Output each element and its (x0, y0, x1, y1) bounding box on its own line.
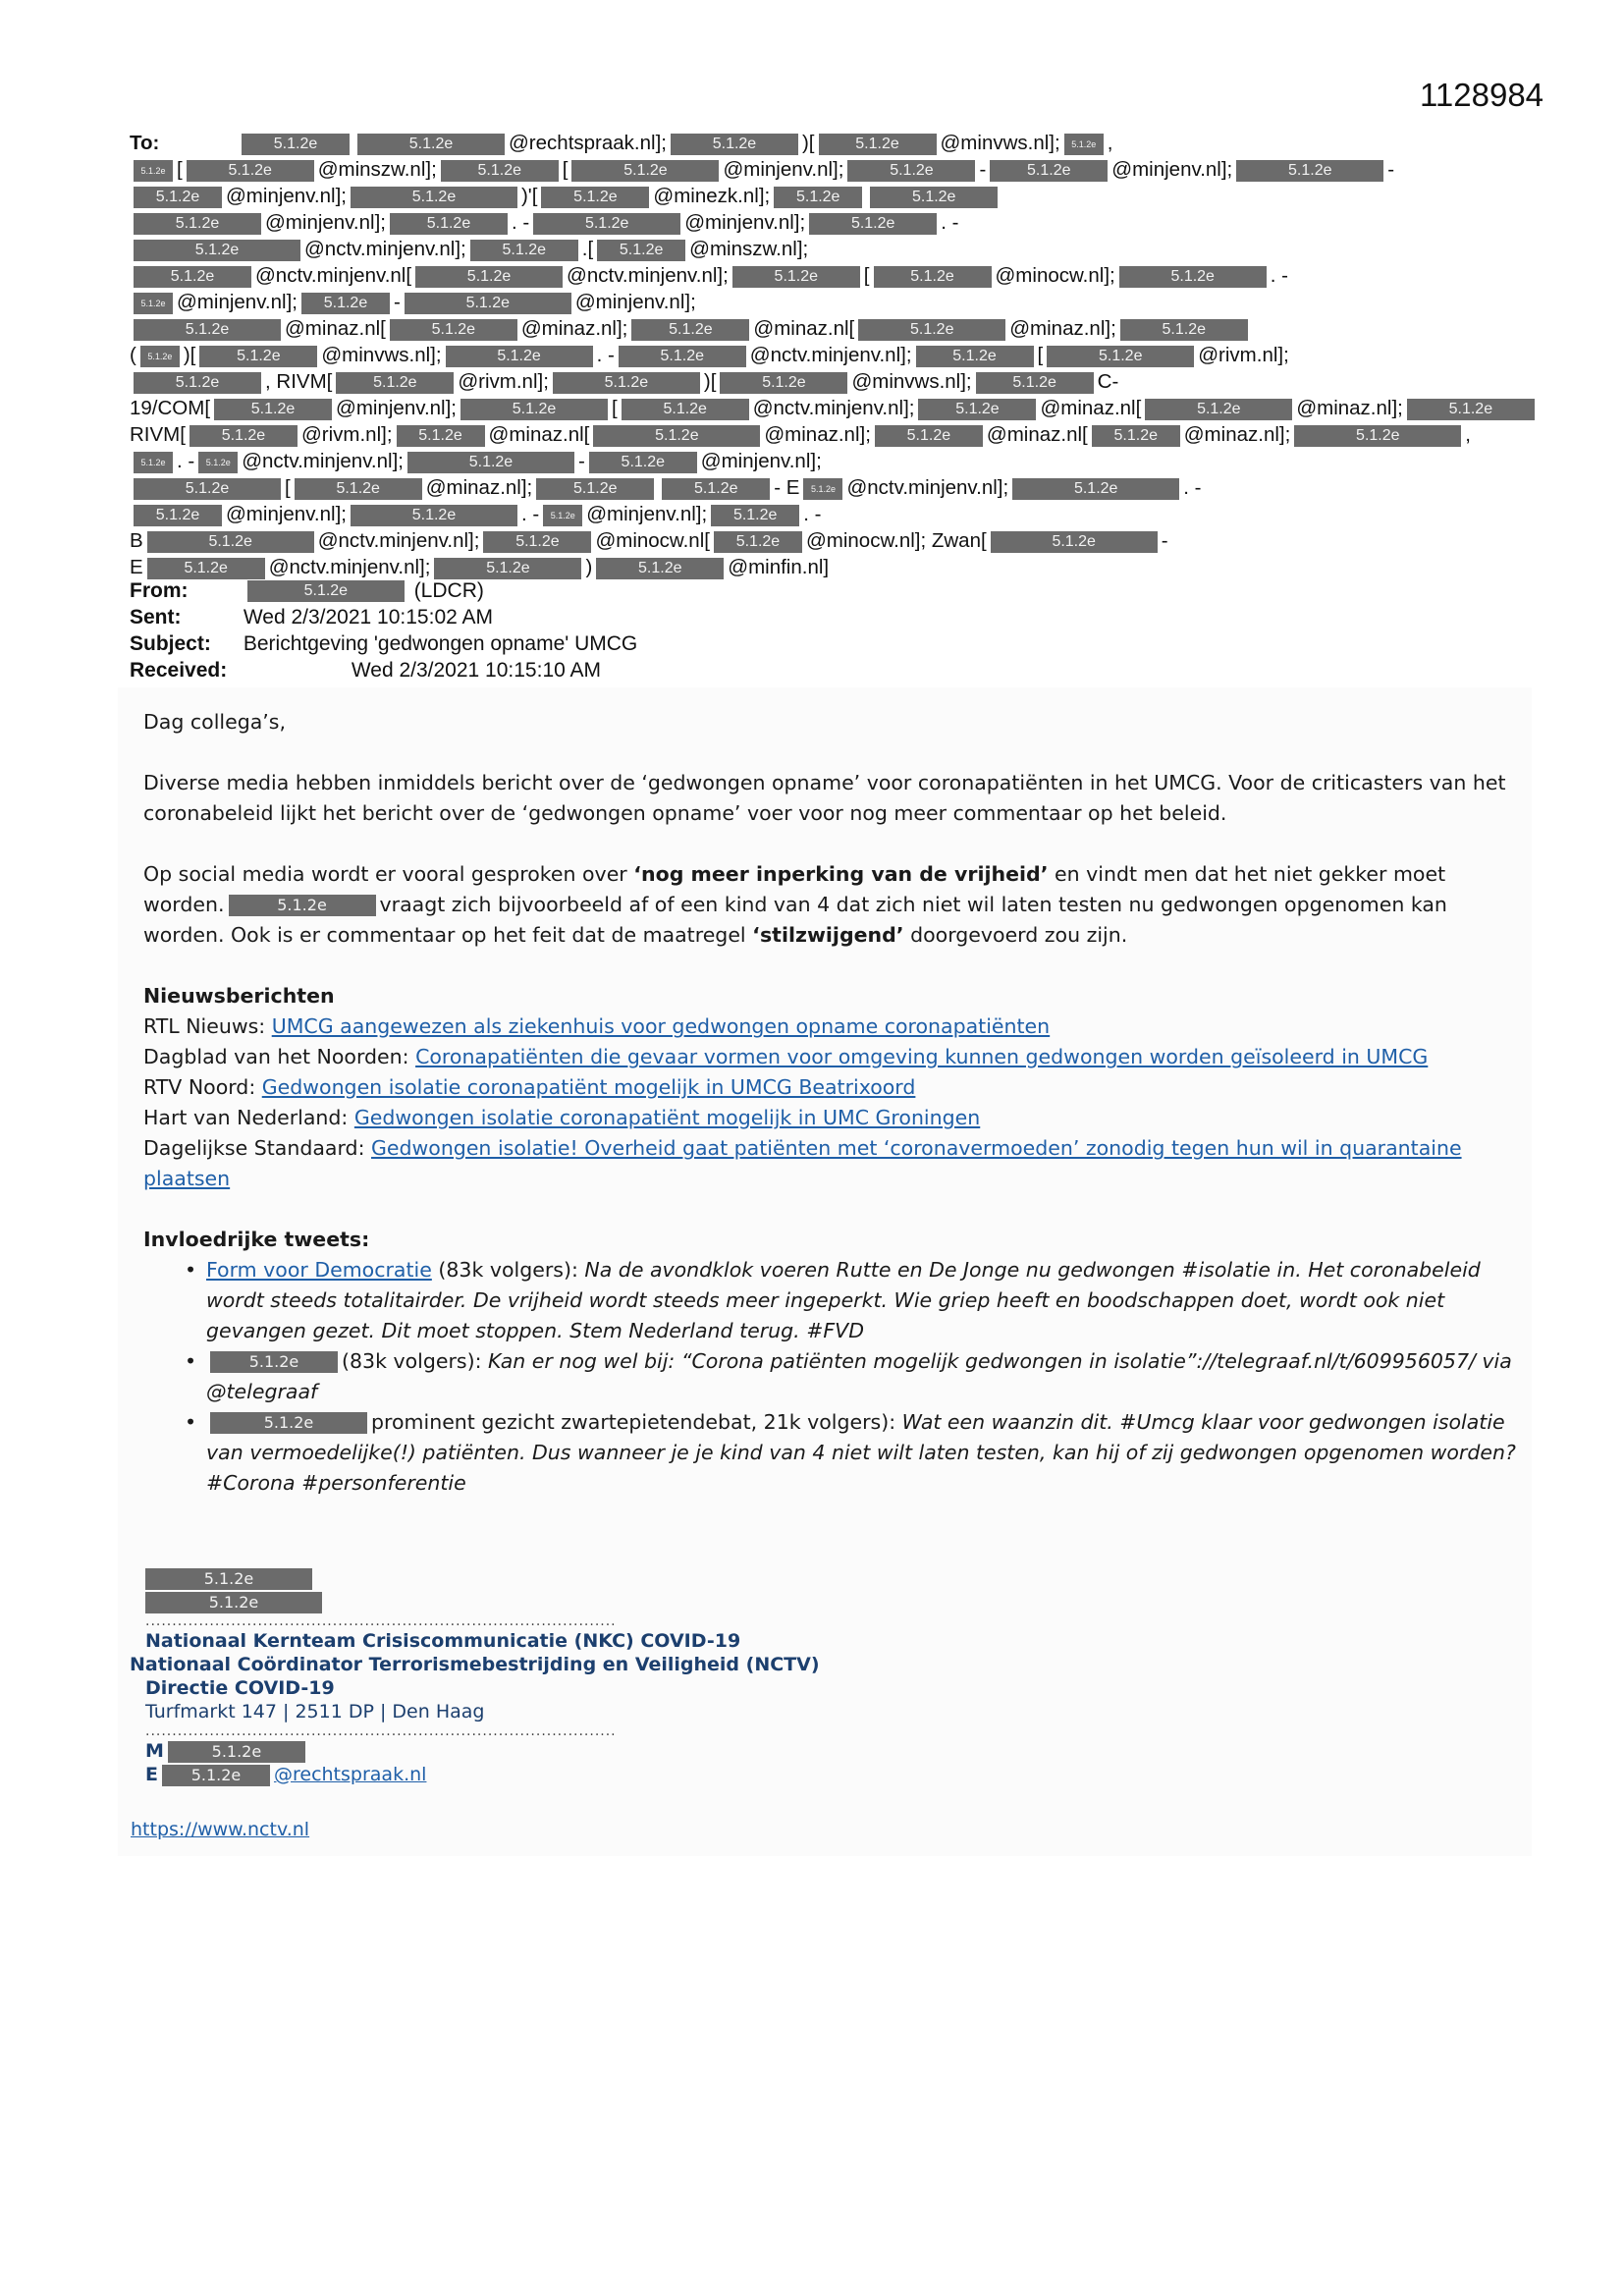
tweets-heading: Invloedrijke tweets: (143, 1228, 370, 1251)
email-meta (130, 577, 637, 683)
recipient-text: @minfin.nl] (728, 556, 830, 578)
redaction-box: 5.1.2e (991, 531, 1158, 553)
recipient-text: @minvws.nl]; (940, 132, 1060, 154)
recipient-line (130, 421, 1504, 448)
redaction-box: 5.1.2e (596, 558, 724, 579)
recipient-text: @minaz.nl]; (1183, 423, 1291, 446)
redaction-box: 5.1.2e (351, 505, 517, 526)
signature-line-2: Nationaal Coördinator Terrorismebestrijding en Veiligheid (NCTV) (130, 1654, 820, 1675)
signature-line-1: Nationaal Kernteam Crisiscommunicatie (NKC) COVID-19 (145, 1630, 741, 1652)
recipient-text: 19/COM[ (130, 397, 211, 419)
redaction-box: 5.1.2e (434, 558, 581, 579)
redaction-box: 5.1.2e (976, 372, 1094, 394)
document-number: 1128984 (1420, 77, 1544, 113)
redaction-box: 5.1.2e (819, 134, 937, 155)
redaction-box: 5.1.2e (199, 346, 317, 367)
recipient-text: @minocw.nl]; Zwan[ (805, 529, 987, 552)
recipient-text: @minszw.nl]; (689, 238, 809, 260)
para2-text-d: doorgevoerd zou zijn. (910, 923, 1128, 947)
signature-line-3: Directie COVID-19 (145, 1677, 335, 1699)
redaction-box: 5.1.2e (415, 266, 563, 288)
recipient-text: @nctv.minjenv.nl]; (749, 344, 912, 366)
recipient-line (130, 130, 1504, 156)
news-item (143, 1103, 1518, 1133)
recipient-text: @minvws.nl]; (851, 370, 972, 393)
mobile-row (145, 1739, 820, 1763)
recipients-header (130, 130, 1504, 580)
tweet-meta: prominent gezicht zwartepietendebat, 21k volgers): (371, 1410, 896, 1434)
recipient-text: - (1161, 529, 1168, 552)
redaction-box: 5.1.2e (1012, 478, 1179, 500)
recipient-text: @rivm.nl]; (300, 423, 393, 446)
recipient-text: @minaz.nl[ (1040, 397, 1142, 419)
received-label: Received: (130, 659, 228, 682)
recipient-line (130, 209, 1504, 236)
recipient-text: . - (596, 344, 615, 366)
recipient-text: @minjenv.nl]; (723, 158, 844, 181)
recipient-text: @minjenv.nl]; (700, 450, 822, 472)
redaction-box: 5.1.2e (553, 372, 700, 394)
redaction-box: 5.1.2e (407, 452, 574, 473)
news-source: RTV Noord: (143, 1075, 262, 1099)
recipient-text: - (393, 291, 401, 313)
recipient-text: @minjenv.nl]; (1111, 158, 1233, 181)
recipient-text: RIVM[ (130, 423, 186, 446)
recipient-line (130, 368, 1504, 395)
redaction-box: 5.1.2e (295, 478, 422, 500)
redaction-box: 5.1.2e (916, 346, 1034, 367)
dotted-divider: ........................................................................................ (145, 1613, 617, 1629)
email-label: E (145, 1764, 158, 1785)
recipient-text: @minvws.nl]; (321, 344, 442, 366)
redaction-box: 5.1.2e (405, 293, 571, 314)
recipient-text: , (1107, 132, 1113, 154)
tweet-text: Kan er nog wel bij: “Corona patiënten mogelijk gedwongen in isolatie”://telegraaf.nl/t/609956057/ via @telegraaf (206, 1349, 1512, 1403)
news-item (143, 1133, 1518, 1194)
redaction-box: 5.1.2e (247, 580, 405, 602)
recipient-text: @nctv.minjenv.nl]; (846, 476, 1009, 499)
redaction-box: 5.1.2e (134, 478, 281, 500)
sent-label: Sent: (130, 606, 182, 629)
redaction-box: 5.1.2e (145, 1568, 312, 1590)
news-source: Hart van Nederland: (143, 1106, 354, 1129)
to-recipient-list (130, 130, 1504, 580)
tweet-meta: (83k volgers): (438, 1258, 578, 1282)
recipient-text: @minaz.nl[ (488, 423, 590, 446)
news-link[interactable]: Gedwongen isolatie! Overheid gaat patiënten met ‘coronavermoeden’ zonodig tegen hun wil in quarantaine plaatsen (143, 1136, 1462, 1190)
recipient-text: @minaz.nl]; (1009, 317, 1116, 340)
news-link[interactable]: Coronapatiënten die gevaar vormen voor omgeving kunnen gedwongen worden geïsoleerd in UMCG (415, 1045, 1429, 1068)
mobile-label: M (145, 1740, 164, 1762)
recipient-text: - (577, 450, 585, 472)
tweets-list (143, 1255, 1518, 1499)
redaction-box: 5.1.2e (809, 213, 937, 235)
redaction-box: 5.1.2e (803, 478, 842, 500)
redaction-box: 5.1.2e (662, 478, 770, 500)
recipient-text: . - (1270, 264, 1288, 287)
recipient-line (130, 474, 1504, 501)
tweet-item (206, 1407, 1518, 1499)
recipient-line (130, 527, 1504, 554)
recipient-text: . - (941, 211, 959, 234)
recipient-text: - (1387, 158, 1395, 181)
redaction-box: 5.1.2e (671, 134, 798, 155)
recipient-text: , (1465, 423, 1471, 446)
sent-value: Wed 2/3/2021 10:15:02 AM (243, 606, 493, 629)
redaction-box: 5.1.2e (732, 266, 860, 288)
para2-bold-1: ‘nog meer inperking van de vrijheid’ (633, 862, 1049, 886)
redaction-box: 5.1.2e (147, 531, 314, 553)
nctv-website-link[interactable]: https://www.nctv.nl (131, 1819, 310, 1840)
redaction-box: 5.1.2e (631, 319, 749, 341)
recipient-text: [ (612, 397, 618, 419)
recipient-text: [ (562, 158, 568, 181)
news-link[interactable]: Gedwongen isolatie coronapatiënt mogelijk in UMCG Beatrixoord (261, 1075, 916, 1099)
redaction-box: 5.1.2e (571, 160, 719, 182)
recipient-text: [ (177, 158, 183, 181)
signature-block (130, 1566, 820, 1786)
redaction-box: 5.1.2e (483, 531, 591, 553)
redaction-box: 5.1.2e (351, 187, 517, 208)
recipient-text: . - (1183, 476, 1202, 499)
recipient-text: - (979, 158, 987, 181)
recipient-text: C- (1097, 370, 1119, 393)
greeting: Dag collega’s, (143, 710, 286, 734)
redaction-box: 5.1.2e (1236, 160, 1383, 182)
tweet-item (206, 1255, 1518, 1346)
redaction-box: 5.1.2e (242, 134, 350, 155)
recipient-line (130, 395, 1504, 421)
redaction-box: 5.1.2e (1145, 399, 1292, 420)
recipient-text: @minjenv.nl]; (226, 185, 347, 207)
redaction-box: 5.1.2e (1064, 134, 1104, 155)
recipient-text: @rechtspraak.nl]; (509, 132, 667, 154)
redaction-box: 5.1.2e (589, 452, 697, 473)
recipient-text: [ (1037, 344, 1044, 366)
recipient-text: @minaz.nl]; (764, 423, 871, 446)
email-row (145, 1763, 820, 1786)
news-source: Dagelijkse Standaard: (143, 1136, 371, 1160)
recipient-line (130, 342, 1504, 368)
recipient-text: .[ (581, 238, 594, 260)
recipient-text: @minjenv.nl]; (265, 211, 386, 234)
recipient-text: @nctv.minjenv.nl]; (567, 264, 729, 287)
redaction-box: 5.1.2e (134, 240, 300, 261)
recipient-line (130, 448, 1504, 474)
recipient-text: @minezk.nl]; (653, 185, 771, 207)
recipient-text: @rivm.nl]; (1198, 344, 1289, 366)
recipient-line (130, 501, 1504, 527)
redaction-box: 5.1.2e (918, 399, 1036, 420)
redaction-box: 5.1.2e (187, 160, 314, 182)
tweet-author-link[interactable]: Form voor Democratie (206, 1258, 432, 1282)
redaction-box: 5.1.2e (774, 187, 862, 208)
recipient-line (130, 156, 1504, 183)
redaction-box: 5.1.2e (720, 372, 847, 394)
recipient-text: @minaz.nl]; (1296, 397, 1403, 419)
redaction-box: 5.1.2e (134, 319, 281, 341)
redaction-box: 5.1.2e (593, 425, 760, 447)
recipient-text: @minjenv.nl]; (684, 211, 806, 234)
redaction-box: 5.1.2e (541, 187, 649, 208)
news-list (143, 1011, 1518, 1194)
redaction-box: 5.1.2e (147, 558, 265, 579)
redaction-box: 5.1.2e (446, 346, 593, 367)
redaction-box: 5.1.2e (714, 531, 802, 553)
tweet-text: Wat een waanzin dit. #Umcg klaar voor gedwongen isolatie van vermoedelijke(!) patiënten. Dus wanneer je je kind van 4 niet wilt laten testen, kan hij of zij gedwongen opgenomen worden? #Corona #personferentie (206, 1410, 1516, 1495)
redaction-box: 5.1.2e (1092, 425, 1180, 447)
redaction-box: 5.1.2e (711, 505, 799, 526)
recipient-text: @minjenv.nl]; (226, 503, 347, 525)
recipient-line (130, 236, 1504, 262)
redaction-box: 5.1.2e (336, 372, 454, 394)
redaction-box: 5.1.2e (533, 213, 680, 235)
news-item (143, 1072, 1518, 1103)
email-link[interactable]: @rechtspraak.nl (273, 1764, 427, 1785)
subject-label: Subject: (130, 632, 211, 655)
redaction-box: 5.1.2e (134, 187, 222, 208)
recipient-text: @nctv.minjenv.nl[ (255, 264, 412, 287)
news-heading: Nieuwsberichten (143, 984, 335, 1008)
redaction-box: 5.1.2e (870, 187, 998, 208)
redaction-box: 5.1.2e (168, 1741, 305, 1763)
redaction-box: 5.1.2e (470, 240, 578, 261)
redaction-box: 5.1.2e (198, 452, 238, 473)
recipient-text: )[ (183, 344, 196, 366)
from-label: From: (130, 579, 189, 602)
redaction-box: 5.1.2e (214, 399, 332, 420)
redaction-box: 5.1.2e (874, 266, 992, 288)
para2-text-b: en vindt men dat het niet gekker moet worden. (143, 862, 1446, 916)
recipient-text: @minszw.nl]; (317, 158, 437, 181)
tweet-text: Na de avondklok voeren Rutte en De Jonge nu gedwongen #isolatie in. Het coronabeleid wordt steeds totalitairder. De vrijheid wordt steeds meer ingeperkt. Wie griep heeft en boodschappen doet, wordt ook niet gevangen gezet. Dit moet stoppen. Stem Nederland terug. #FVD (206, 1258, 1481, 1342)
news-source: Dagblad van het Noorden: (143, 1045, 416, 1068)
redaction-box: 5.1.2e (189, 425, 298, 447)
para2-text-a: Op social media wordt er vooral gesproken over (143, 862, 627, 886)
recipient-line (130, 183, 1504, 209)
recipient-text: @minaz.nl[ (285, 317, 386, 340)
news-link[interactable]: UMCG aangewezen als ziekenhuis voor gedwongen opname coronapatiënten (271, 1014, 1051, 1038)
paragraph-1: Diverse media hebben inmiddels bericht over de ‘gedwongen opname’ voor coronapatiënten in het UMCG. Voor de criticasters van het coronabeleid lijkt het bericht over de ‘gedwongen opname’ voer voor nog meer commentaar op het beleid. (143, 771, 1506, 825)
recipient-text: )'[ (520, 185, 538, 207)
recipient-text: , RIVM[ (265, 370, 333, 393)
news-item (143, 1042, 1518, 1072)
recipient-text: @minaz.nl[ (753, 317, 855, 340)
redaction-box: 5.1.2e (134, 452, 173, 473)
redaction-box: 5.1.2e (441, 160, 559, 182)
signature-address: Turfmarkt 147 | 2511 DP | Den Haag (145, 1701, 485, 1722)
recipient-text: @nctv.minjenv.nl]; (268, 556, 431, 578)
recipient-text: ( (130, 344, 136, 366)
redaction-box: 5.1.2e (536, 478, 654, 500)
redaction-box: 5.1.2e (134, 213, 261, 235)
recipient-text: . - (177, 450, 195, 472)
redaction-box: 5.1.2e (875, 425, 983, 447)
received-row (130, 657, 637, 683)
recipient-line (130, 289, 1504, 315)
recipient-text: @minjenv.nl]; (336, 397, 458, 419)
redaction-box: 5.1.2e (597, 240, 685, 261)
redaction-box: 5.1.2e (1047, 346, 1194, 367)
recipient-text: . - (803, 503, 822, 525)
recipient-text: . - (511, 211, 530, 234)
recipient-text: @minaz.nl[ (986, 423, 1088, 446)
redaction-box: 5.1.2e (619, 346, 746, 367)
redaction-box: 5.1.2e (858, 319, 1005, 341)
recipient-text: B (130, 529, 143, 552)
recipient-text: @nctv.minjenv.nl]; (242, 450, 404, 472)
para2-bold-2: ‘stilzwijgend’ (752, 923, 904, 947)
redaction-box: 5.1.2e (1120, 319, 1248, 341)
redaction-box: 5.1.2e (134, 160, 173, 182)
redaction-box: 5.1.2e (460, 399, 608, 420)
recipient-text: @minocw.nl]; (995, 264, 1115, 287)
recipient-text: @minaz.nl]; (520, 317, 628, 340)
para2-text-c: vraagt zich bijvoorbeeld af of een kind van 4 dat zich niet wil laten testen nu gedwongen opgenomen kan worden. Ook is er commentaar op het feit dat de maatregel (143, 893, 1447, 947)
paragraph-2 (143, 859, 1518, 951)
redaction-box: 5.1.2e (162, 1765, 270, 1786)
recipient-text: )[ (703, 370, 717, 393)
recipient-text: ) (585, 556, 593, 578)
recipient-text: @minjenv.nl]; (574, 291, 696, 313)
recipient-text: @minaz.nl]; (425, 476, 533, 499)
redaction-box: 5.1.2e (1407, 399, 1535, 420)
news-link[interactable]: Gedwongen isolatie coronapatiënt mogelijk in UMC Groningen (353, 1106, 981, 1129)
recipient-text: @minjenv.nl]; (586, 503, 708, 525)
redaction-box: 5.1.2e (140, 346, 180, 367)
recipient-text: @rivm.nl]; (458, 370, 549, 393)
redaction-box: 5.1.2e (357, 134, 505, 155)
redaction-box: 5.1.2e (1119, 266, 1267, 288)
tweet-item (206, 1346, 1518, 1407)
recipient-text: @nctv.minjenv.nl]; (752, 397, 915, 419)
redaction-box: 5.1.2e (847, 160, 975, 182)
subject-value: Berichtgeving 'gedwongen opname' UMCG (243, 632, 638, 655)
tweet-meta: (83k volgers): (342, 1349, 482, 1373)
recipient-text: [ (285, 476, 291, 499)
received-value: Wed 2/3/2021 10:15:10 AM (351, 659, 601, 682)
from-row (130, 577, 637, 604)
recipient-text: [ (863, 264, 870, 287)
recipient-text: )[ (801, 132, 815, 154)
redaction-box: 5.1.2e (622, 399, 749, 420)
recipient-text: @minocw.nl[ (595, 529, 710, 552)
recipient-line (130, 554, 1504, 580)
recipient-text: - E (774, 476, 800, 499)
redaction-box: 5.1.2e (543, 505, 582, 526)
recipient-text: @nctv.minjenv.nl]; (317, 529, 480, 552)
redaction-box: 5.1.2e (145, 1592, 322, 1613)
recipient-text: E (130, 556, 143, 578)
redaction-box: 5.1.2e (210, 1351, 338, 1373)
from-suffix: (LDCR) (413, 579, 484, 602)
redaction-box: 5.1.2e (390, 213, 508, 235)
redaction-box: 5.1.2e (134, 293, 173, 314)
subject-row (130, 630, 637, 657)
dotted-divider: ........................................................................................ (145, 1723, 617, 1739)
recipient-text: @nctv.minjenv.nl]; (304, 238, 466, 260)
redaction-box: 5.1.2e (397, 425, 485, 447)
to-label: To: (130, 132, 160, 154)
recipient-text: @minjenv.nl]; (177, 291, 298, 313)
redaction-box: 5.1.2e (134, 372, 261, 394)
recipient-line (130, 262, 1504, 289)
redaction-box: 5.1.2e (210, 1412, 367, 1434)
redaction-box: 5.1.2e (134, 505, 222, 526)
recipient-line (130, 315, 1504, 342)
redaction-box: 5.1.2e (1294, 425, 1461, 447)
sent-row (130, 604, 637, 630)
redaction-box: 5.1.2e (229, 895, 376, 916)
recipient-text: . - (520, 503, 540, 525)
redaction-box: 5.1.2e (301, 293, 390, 314)
news-source: RTL Nieuws: (143, 1014, 272, 1038)
redaction-box: 5.1.2e (990, 160, 1108, 182)
redaction-box: 5.1.2e (390, 319, 517, 341)
news-item (143, 1011, 1518, 1042)
redaction-box: 5.1.2e (134, 266, 251, 288)
